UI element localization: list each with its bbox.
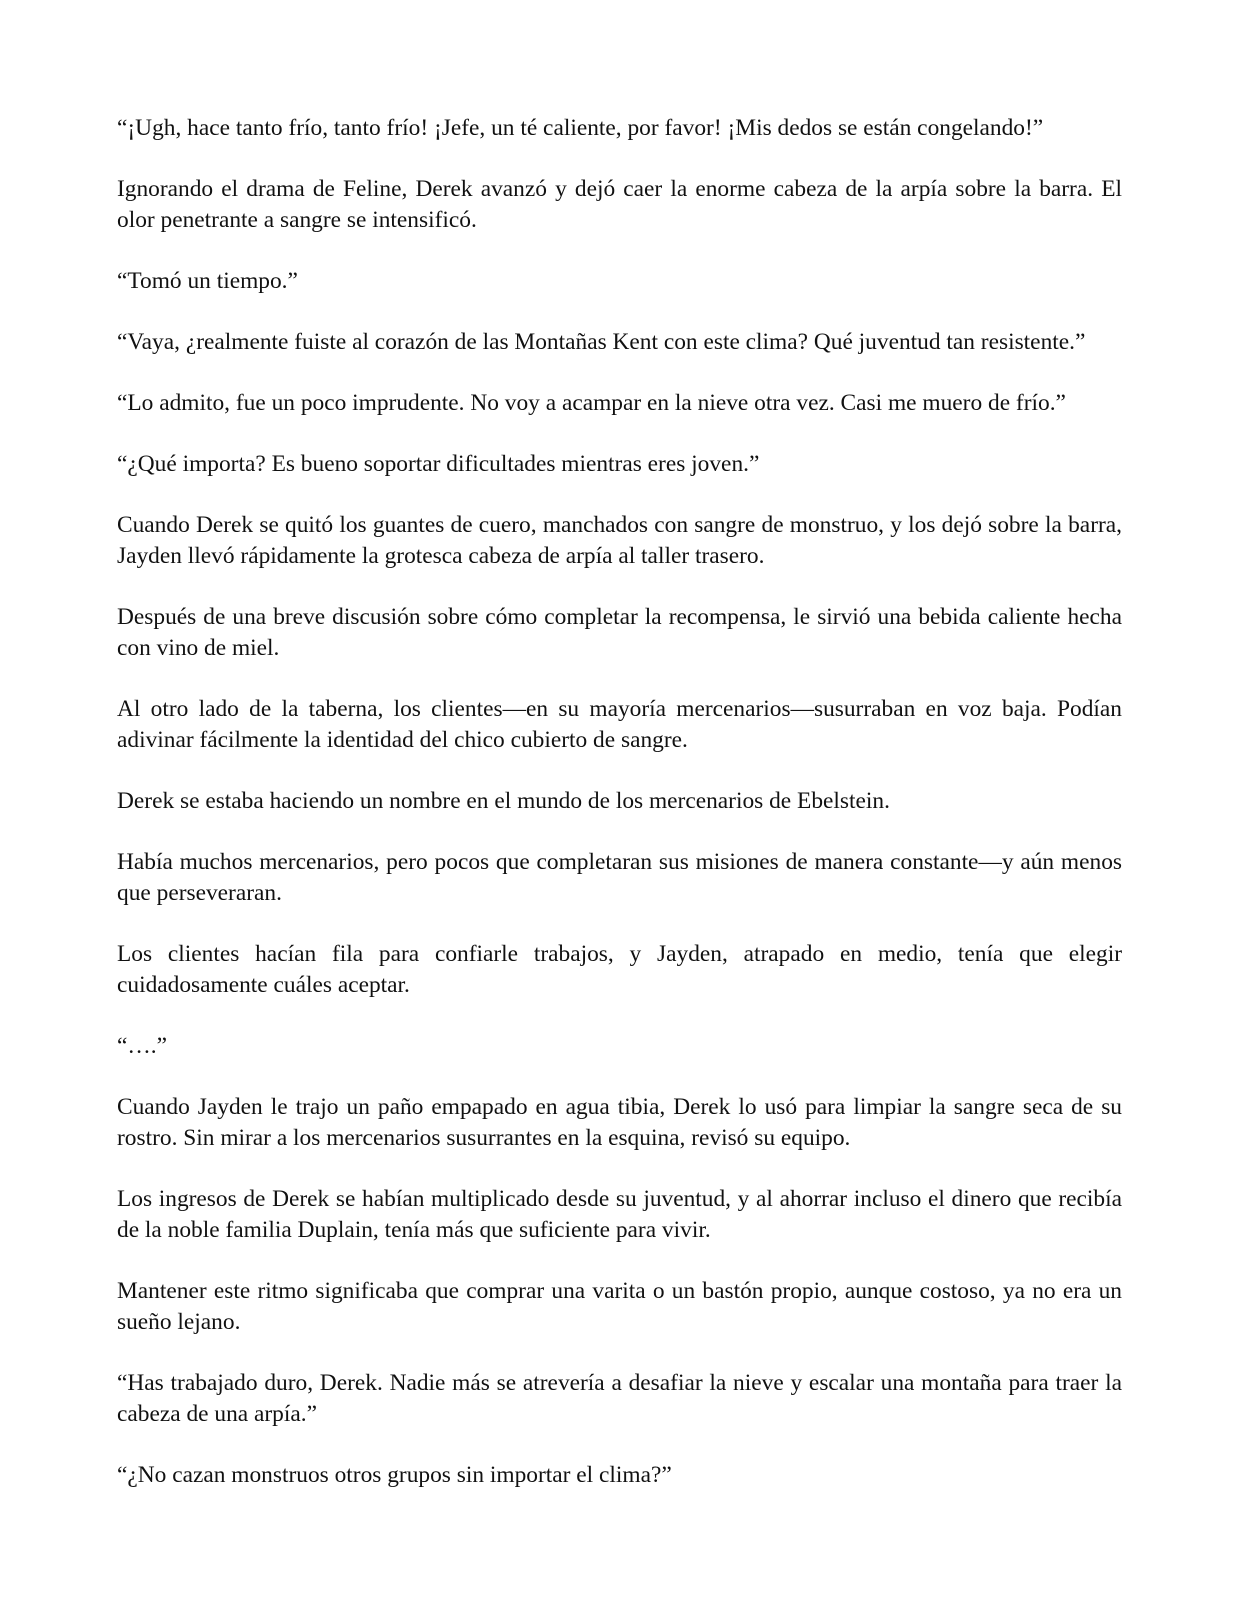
text-body bbox=[117, 113, 1122, 1521]
paragraph: Mantener este ritmo significaba que comprar una varita o un bastón propio, aunque costoso, ya no era un sueño lejano. bbox=[117, 1278, 1122, 1335]
paragraph: “¿Qué importa? Es bueno soportar dificultades mientras eres joven.” bbox=[117, 451, 760, 477]
paragraph: Cuando Jayden le trajo un paño empapado en agua tibia, Derek lo usó para limpiar la sangre seca de su rostro. Sin mirar a los mercenarios susurrantes en la esquina, revisó su equipo. bbox=[117, 1094, 1122, 1151]
paragraph: Ignorando el drama de Feline, Derek avanzó y dejó caer la enorme cabeza de la arpía sobre la barra. El olor penetrante a sangre se intensificó. bbox=[117, 176, 1122, 233]
paragraph: Había muchos mercenarios, pero pocos que completaran sus misiones de manera constante—y aún menos que perseveraran. bbox=[117, 849, 1122, 906]
paragraph: “Lo admito, fue un poco imprudente. No voy a acampar en la nieve otra vez. Casi me muero de frío.” bbox=[117, 390, 1066, 416]
paragraph: “Vaya, ¿realmente fuiste al corazón de las Montañas Kent con este clima? Qué juventud tan resistente.” bbox=[117, 329, 1086, 355]
paragraph: Los ingresos de Derek se habían multiplicado desde su juventud, y al ahorrar incluso el dinero que recibía de la noble familia Duplain, tenía más que suficiente para vivir. bbox=[117, 1186, 1122, 1243]
paragraph: Después de una breve discusión sobre cómo completar la recompensa, le sirvió una bebida caliente hecha con vino de miel. bbox=[117, 604, 1122, 661]
paragraph: Los clientes hacían fila para confiarle trabajos, y Jayden, atrapado en medio, tenía que elegir cuidadosamente cuáles aceptar. bbox=[117, 941, 1122, 998]
paragraph: “Has trabajado duro, Derek. Nadie más se atrevería a desafiar la nieve y escalar una montaña para traer la cabeza de una arpía.” bbox=[117, 1370, 1122, 1427]
paragraph: Cuando Derek se quitó los guantes de cuero, manchados con sangre de monstruo, y los dejó sobre la barra, Jayden llevó rápidamente la grotesca cabeza de arpía al taller trasero. bbox=[117, 512, 1122, 569]
paragraph: “¡Ugh, hace tanto frío, tanto frío! ¡Jefe, un té caliente, por favor! ¡Mis dedos se están congelando!” bbox=[117, 115, 1044, 141]
paragraph: “Tomó un tiempo.” bbox=[117, 268, 298, 294]
paragraph: “….” bbox=[117, 1033, 168, 1059]
paragraph: Derek se estaba haciendo un nombre en el mundo de los mercenarios de Ebelstein. bbox=[117, 788, 890, 814]
paragraph: Al otro lado de la taberna, los clientes—en su mayoría mercenarios—susurraban en voz baja. Podían adivinar fácilmente la identidad del chico cubierto de sangre. bbox=[117, 696, 1122, 753]
paragraph: “¿No cazan monstruos otros grupos sin importar el clima?” bbox=[117, 1462, 672, 1488]
